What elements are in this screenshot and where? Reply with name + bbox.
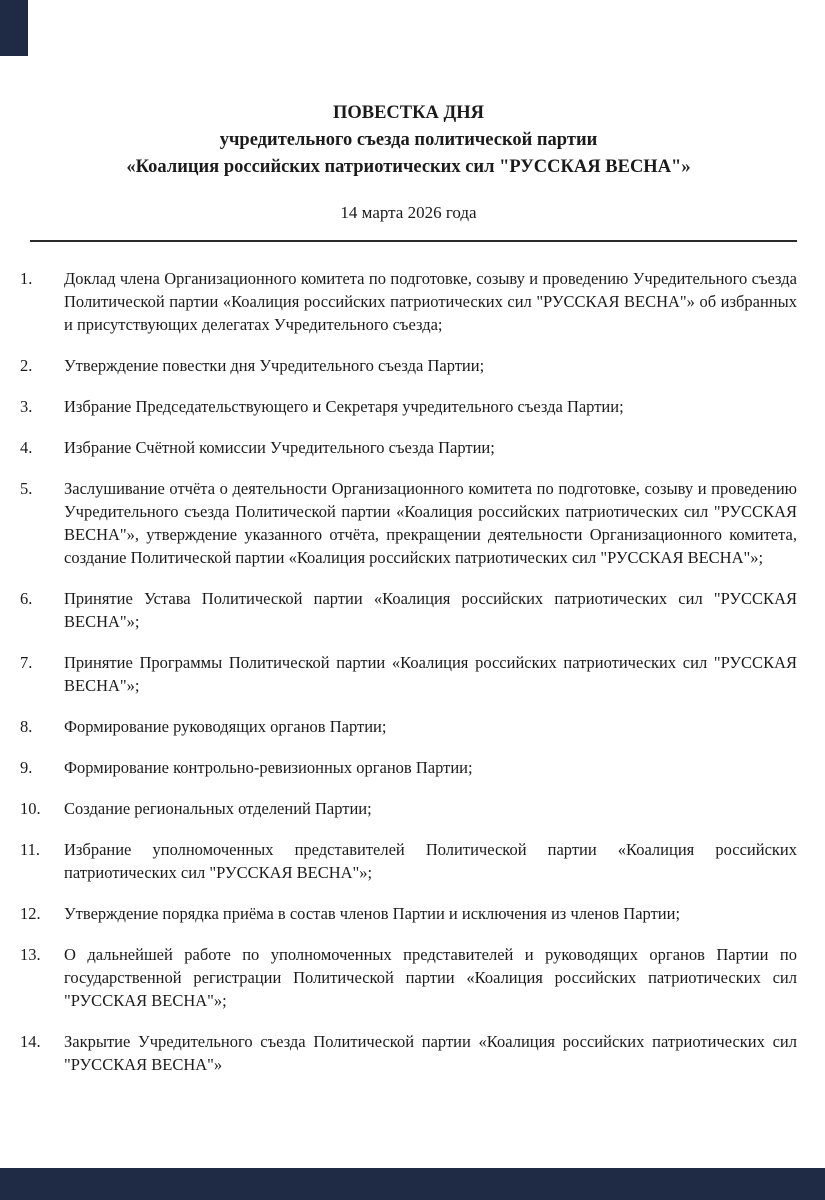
separator-line xyxy=(30,240,797,242)
document-title xyxy=(20,100,797,181)
agenda-item-number: 13. xyxy=(20,945,41,964)
agenda-item-text: Формирование контрольно-ревизионных органов Партии; xyxy=(64,758,473,777)
agenda-item-text: Принятие Устава Политической партии «Коалиция российских патриотических сил "РУССКАЯ ВЕСНА"»; xyxy=(64,589,797,631)
agenda-item-number: 1. xyxy=(20,269,33,288)
agenda-item-number: 7. xyxy=(20,653,33,672)
agenda-item-number: 3. xyxy=(20,397,33,416)
title-line-2: учредительного съезда политической партии xyxy=(219,130,598,150)
agenda-item xyxy=(20,756,797,779)
agenda-item xyxy=(20,943,797,1012)
agenda-item-text: Заслушивание отчёта о деятельности Организационного комитета по подготовке, созыву и проведению Учредительного съезда Политической партии «Коалиция российских патриотических сил "РУССКАЯ ВЕСНА"», утверждение указанного отчёта, прекращении деятельности Организационного комитета, создание Политической партии «Коалиция российских патриотических сил "РУССКАЯ ВЕСНА"»; xyxy=(64,479,797,567)
agenda-item xyxy=(20,477,797,569)
agenda-item xyxy=(20,354,797,377)
agenda-item xyxy=(20,651,797,697)
agenda-item-number: 2. xyxy=(20,356,33,375)
agenda-item-text: Формирование руководящих органов Партии; xyxy=(64,717,387,736)
agenda-item xyxy=(20,715,797,738)
title-line-3: «Коалиция российских патриотических сил "РУССКАЯ ВЕСНА"» xyxy=(126,157,691,177)
agenda-item-text: Избрание Счётной комиссии Учредительного съезда Партии; xyxy=(64,438,495,457)
agenda-item xyxy=(20,797,797,820)
agenda-item xyxy=(20,1030,797,1076)
agenda-item-number: 11. xyxy=(20,840,41,859)
agenda-item-number: 4. xyxy=(20,438,33,457)
agenda-item-text: О дальнейшей работе по уполномоченных представителей и руководящих органов Партии по государственной регистрации Политической партии «Коалиция российских патриотических сил "РУССКАЯ ВЕСНА"»; xyxy=(64,945,797,1010)
agenda-item-text: Доклад члена Организационного комитета по подготовке, созыву и проведению Учредительного съезда Политической партии «Коалиция российских патриотических сил "РУССКАЯ ВЕСНА"» об избранных и присутствующих делегатах Учредительного съезда; xyxy=(64,269,797,334)
agenda-item xyxy=(20,436,797,459)
agenda-item-text: Принятие Программы Политической партии «Коалиция российских патриотических сил "РУССКАЯ ВЕСНА"»; xyxy=(64,653,797,695)
agenda-item-number: 10. xyxy=(20,799,41,818)
agenda-item-text: Закрытие Учредительного съезда Политической партии «Коалиция российских патриотических сил "РУССКАЯ ВЕСНА"» xyxy=(64,1032,797,1074)
agenda-item xyxy=(20,902,797,925)
agenda-item xyxy=(20,587,797,633)
agenda-item-number: 5. xyxy=(20,479,33,498)
agenda-item-text: Утверждение порядка приёма в состав членов Партии и исключения из членов Партии; xyxy=(64,904,681,923)
agenda-item xyxy=(20,267,797,336)
agenda-item-number: 14. xyxy=(20,1032,41,1051)
agenda-item-number: 9. xyxy=(20,758,33,777)
agenda-list xyxy=(20,267,797,1076)
agenda-item xyxy=(20,838,797,884)
agenda-item-number: 8. xyxy=(20,717,33,736)
agenda-item xyxy=(20,395,797,418)
agenda-item-text: Избрание уполномоченных представителей Политической партии «Коалиция российских патриотических сил "РУССКАЯ ВЕСНА"»; xyxy=(64,840,797,882)
title-line-1: ПОВЕСТКА ДНЯ xyxy=(332,103,485,123)
top-left-dark-corner xyxy=(0,0,28,56)
agenda-item-text: Избрание Председательствующего и Секретаря учредительного съезда Партии; xyxy=(64,397,624,416)
agenda-item-text: Создание региональных отделений Партии; xyxy=(64,799,372,818)
agenda-item-number: 6. xyxy=(20,589,33,608)
document-date: 14 марта 2026 года xyxy=(340,203,477,222)
agenda-item-number: 12. xyxy=(20,904,41,923)
bottom-dark-bar xyxy=(0,1168,825,1200)
agenda-item-text: Утверждение повестки дня Учредительного съезда Партии; xyxy=(64,356,485,375)
